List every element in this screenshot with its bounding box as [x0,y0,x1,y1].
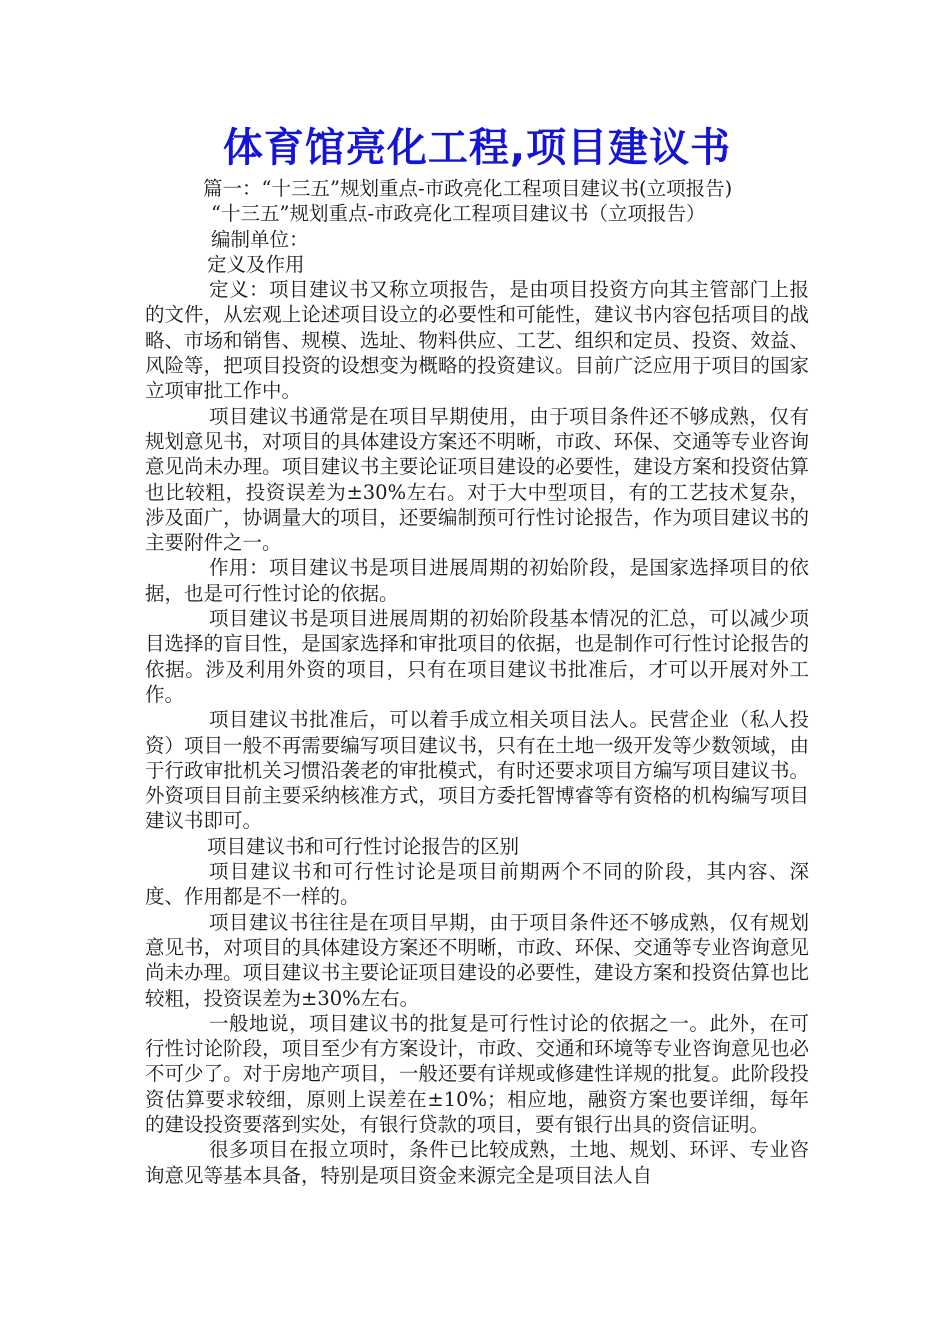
paragraph: 编制单位： [211,227,309,251]
paragraph: 项目建议书和可行性讨论是项目前期两个不同的阶段，其内容、深度、作用都是不一样的。 [145,860,809,909]
paragraph: 一般地说，项目建议书的批复是可行性讨论的依据之一。此外，在可行性讨论阶段，项目至少有方案设计，市政、交通和环境等专业咨询意见也必不可少了。对于房地产项目，一般还要有详规或修建性详规的批复。此阶段投资估算要求较细，原则上误差在±10%；相应地，融资方案也要详细，每年的建设投资要落到实处，有银行贷款的项目，要有银行出具的资信证明。 [145,1011,809,1136]
paragraph: 项目建议书是项目进展周期的初始阶段基本情况的汇总，可以减少项目选择的盲目性，是国家选择和审批项目的依据，也是制作可行性讨论报告的依据。涉及利用外资的项目，只有在项目建议书批准后，才可以开展对外工作。 [145,607,809,706]
paragraph: 篇一：“十三五”规划重点-市政亮化工程项目建议书(立项报告) [203,177,733,200]
document-body [145,176,809,1188]
paragraph: 定义：项目建议书又称立项报告，是由项目投资方向其主管部门上报的文件，从宏观上论述项目设立的必要性和可能性，建议书内容包括项目的战略、市场和销售、规模、选址、物料供应、工艺、组织和定员、投资、效益、风险等，把项目投资的设想变为概略的投资建议。目前广泛应用于项目的国家立项审批工作中。 [145,278,809,403]
paragraph: “十三五”规划重点-市政亮化工程项目建议书（立项报告） [211,202,706,226]
paragraph: 项目建议书往往是在项目早期，由于项目条件还不够成熟，仅有规划意见书，对项目的具体建设方案还不明晰，市政、环保、交通等专业咨询意见尚未办理。项目建议书主要论证项目建设的必要性，建设方案和投资估算也比较粗，投资误差为±30%左右。 [145,910,809,1010]
paragraph: 项目建议书批准后，可以着手成立相关项目法人。民营企业（私人投资）项目一般不再需要编写项目建议书，只有在土地一级开发等少数领域，由于行政审批机关习惯沿袭老的审批模式，有时还要求项目方编写项目建议书。外资项目目前主要采纳核准方式，项目方委托智博睿等有资格的机构编写项目建议书即可。 [145,708,809,833]
paragraph: 项目建议书通常是在项目早期使用，由于项目条件还不够成熟，仅有规划意见书，对项目的具体建设方案还不明晰，市政、环保、交通等专业咨询意见尚未办理。项目建议书主要论证项目建设的必要性，建设方案和投资估算也比较粗，投资误差为±30%左右。对于大中型项目，有的工艺技术复杂，涉及面广，协调量大的项目，还要编制预可行性讨论报告，作为项目建议书的主要附件之一。 [145,404,809,555]
document-page [145,120,809,1188]
paragraph: 定义及作用 [207,252,305,276]
document-title: 体育馆亮化工程,项目建议书 [222,125,732,171]
paragraph: 项目建议书和可行性讨论报告的区别 [207,834,520,858]
paragraph: 很多项目在报立项时，条件已比较成熟，土地、规划、环评、专业咨询意见等基本具备，特别是项目资金来源完全是项目法人自 [145,1138,809,1187]
paragraph: 作用：项目建议书是项目进展周期的初始阶段，是国家选择项目的依据，也是可行性讨论的依据。 [145,556,809,605]
